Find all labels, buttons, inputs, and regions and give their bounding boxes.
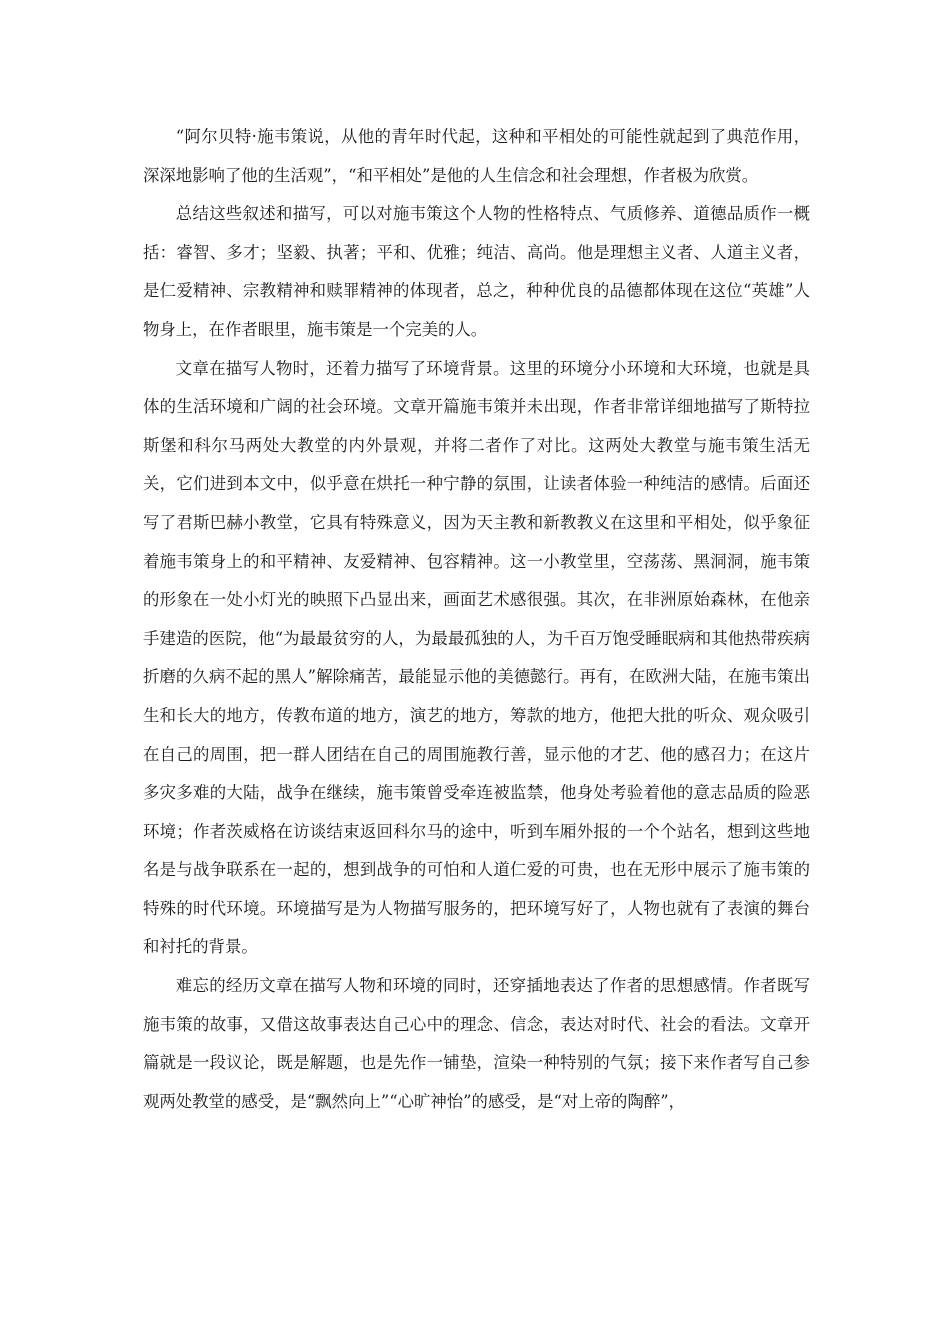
paragraph-environment-description: 文章在描写人物时，还着力描写了环境背景。这里的环境分小环境和大环境，也就是具体的生活环境和广阔的社会环境。文章开篇施韦策并未出现，作者非常详细地描写了斯特拉斯堡和科尔马两处大教堂的内外景观，并将二者作了对比。这两处大教堂与施韦策生活无关，它们进到本文中，似乎意在烘托一种宁静的氛围，让读者体验一种纯洁的感情。后面还写了君斯巴赫小教堂，它具有特殊意义，因为天主教和新教教义在这里和平相处，似乎象征着施韦策身上的和平精神、友爱精神、包容精神。这一小教堂里，空荡荡、黑洞洞，施韦策的形象在一处小灯光的映照下凸显出来，画面艺术感很强。其次，在非洲原始森林，在他亲手建造的医院，他“为最最贫穷的人，为最最孤独的人，为千百万饱受睡眠病和其他热带疾病折磨的久病不起的黑人”解除痛苦，最能显示他的美德懿行。再有，在欧洲大陆，在施韦策出生和长大的地方，传教布道的地方，演艺的地方，筹款的地方，他把大批的听众、观众吸引在自己的周围，把一群人团结在自己的周围施教行善，显示他的才艺、他的感召力；在这片多灾多难的大陆，战争在继续，施韦策曾受牵连被监禁，他身处考验着他的意志品质的险恶环境；作者茨威格在访谈结束返回科尔马的途中，听到车厢外报的一个个站名，想到这些地名是与战争联系在一起的，想到战争的可怕和人道仁爱的可贵，也在无形中展示了施韦策的特殊的时代环境。环境描写是为人物描写服务的，把环境写好了，人物也就有了表演的舞台和衬托的背景。 bbox=[143, 358, 810, 957]
article-body bbox=[143, 118, 810, 1121]
paragraph-character-summary: 总结这些叙述和描写，可以对施韦策这个人物的性格特点、气质修养、道德品质作一概括：睿智、多才；坚毅、执著；平和、优雅；纯洁、高尚。他是理想主义者、人道主义者，是仁爱精神、宗教精神和赎罪精神的体现者，总之，种种优良的品德都体现在这位“英雄”人物身上，在作者眼里，施韦策是一个完美的人。 bbox=[143, 204, 810, 339]
paragraph-author-feelings: 难忘的经历文章在描写人物和环境的同时，还穿插地表达了作者的思想感情。作者既写施韦策的故事，又借这故事表达自己心中的理念、信念，表达对时代、社会的看法。文章开篇就是一段议论，既是解题，也是先作一铺垫，渲染一种特别的气氛；接下来作者写自己参观两处教堂的感受，是“飘然向上”“心旷神怡”的感受，是“对上帝的陶醉”， bbox=[143, 976, 810, 1111]
paragraph-peaceful-coexistence: “阿尔贝特·施韦策说，从他的青年时代起，这种和平相处的可能性就起到了典范作用，深深地影响了他的生活观”，“和平相处”是他的人生信念和社会理想，作者极为欣赏。 bbox=[143, 127, 810, 185]
